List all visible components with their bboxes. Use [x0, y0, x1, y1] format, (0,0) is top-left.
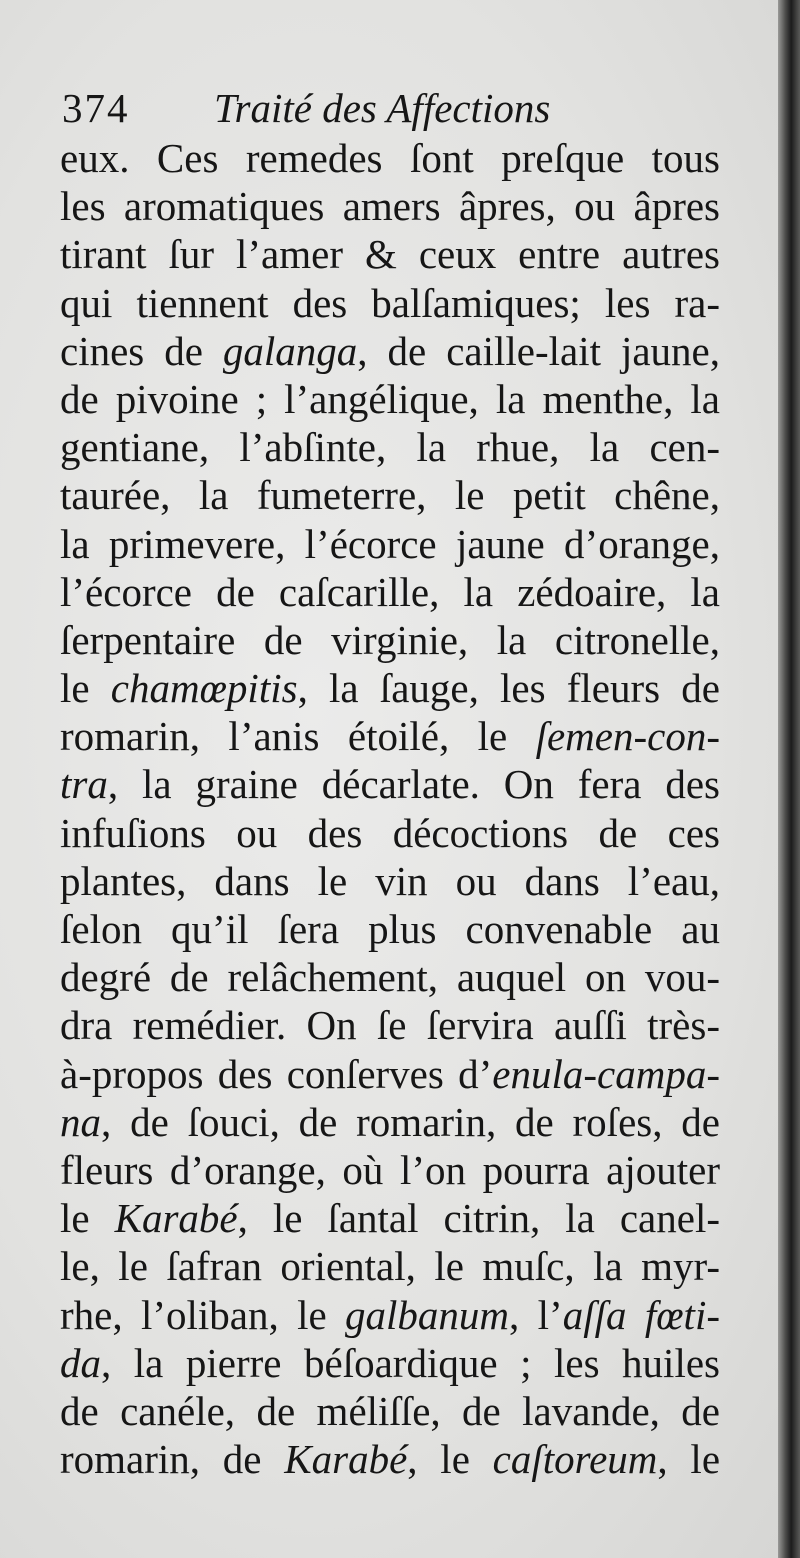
text-segment: cines de: [60, 327, 223, 374]
text-line: [60, 905, 720, 953]
text-segment: fleurs d’orange, où l’on pourra ajouter: [60, 1146, 720, 1193]
text-line: [60, 279, 720, 327]
body-text: [60, 134, 720, 1483]
text-segment: , la graine décarlate. On fera des: [107, 761, 720, 808]
italic-term: ſemen-con-: [535, 713, 720, 760]
text-segment: romarin, de: [60, 1436, 285, 1483]
text-line: [60, 1146, 720, 1194]
text-line: [60, 471, 720, 519]
book-gutter: [778, 0, 800, 1558]
text-line: [60, 182, 720, 230]
page-number: 374: [62, 85, 130, 131]
text-segment: le: [60, 1195, 115, 1242]
text-segment: , la ſauge, les fleurs de: [297, 665, 720, 712]
text-line: [60, 760, 720, 808]
text-segment: les aromatiques amers âpres, ou âpres: [60, 183, 720, 230]
text-line: [60, 327, 720, 375]
text-line: [60, 1098, 720, 1146]
text-segment: ſerpentaire de virginie, la citronelle,: [60, 616, 720, 663]
italic-term: na: [60, 1098, 101, 1145]
text-line: [60, 1050, 720, 1098]
text-segment: le: [60, 665, 111, 712]
text-segment: l’écorce de caſcarille, la zédoaire, la: [60, 568, 720, 615]
text-segment: degré de relâchement, auquel on vou-: [60, 954, 720, 1001]
text-segment: le, le ſafran oriental, le muſc, la myr-: [60, 1243, 720, 1290]
text-segment: eux. Ces remedes ſont preſque tous: [60, 135, 720, 181]
text-segment: ſelon qu’il ſera plus convenable au: [60, 906, 720, 952]
text-line: [60, 520, 720, 568]
running-title: Traité des Affections: [214, 85, 551, 131]
italic-term: enula-campa-: [492, 1050, 720, 1097]
text-line: [60, 423, 720, 471]
text-line: [60, 568, 720, 616]
text-segment: , le ſantal citrin, la canel-: [237, 1195, 720, 1242]
text-segment: , l’: [509, 1291, 563, 1338]
text-segment: la primevere, l’écorce jaune d’orange,: [60, 520, 720, 567]
text-segment: , la pierre béſoardique ; les huiles: [101, 1339, 720, 1386]
italic-term: aſſa fœti-: [562, 1291, 720, 1338]
italic-term: caſtoreum: [492, 1436, 658, 1483]
text-line: [60, 134, 720, 182]
text-line: [60, 712, 720, 760]
text-segment: à-propos des conſerves d’: [60, 1050, 493, 1097]
text-line: [60, 1435, 720, 1483]
italic-term: chamœpitis: [110, 665, 298, 712]
text-line: [60, 616, 720, 664]
italic-term: Karabé: [114, 1195, 238, 1242]
text-segment: dra remédier. On ſe ſervira auſſi très-: [60, 1002, 720, 1049]
text-segment: , de caille-lait jaune,: [357, 327, 720, 374]
italic-term: galbanum: [345, 1291, 510, 1338]
italic-term: galanga: [222, 327, 358, 374]
text-line: [60, 375, 720, 423]
italic-term: da: [60, 1339, 101, 1386]
text-line: [60, 809, 720, 857]
text-line: [60, 1291, 720, 1339]
text-segment: qui tiennent des balſamiques; les ra-: [60, 279, 720, 326]
text-line: [60, 857, 720, 905]
text-segment: , le: [657, 1436, 721, 1483]
italic-term: tra: [60, 761, 108, 808]
text-segment: tirant ſur l’amer & ceux entre autres: [60, 231, 720, 278]
text-segment: taurée, la fumeterre, le petit chêne,: [60, 472, 720, 519]
italic-term: Karabé: [284, 1436, 408, 1483]
text-segment: gentiane, l’abſinte, la rhue, la cen-: [60, 424, 720, 471]
text-segment: , le: [407, 1436, 493, 1483]
text-line: [60, 230, 720, 278]
text-segment: rhe, l’oliban, le: [60, 1291, 346, 1338]
text-segment: infuſions ou des décoctions de ces: [60, 809, 720, 856]
text-line: [60, 1001, 720, 1049]
text-segment: de canéle, de méliſſe, de lavande, de: [60, 1387, 720, 1434]
text-segment: plantes, dans le vin ou dans l’eau,: [60, 857, 720, 904]
text-line: [60, 953, 720, 1001]
text-line: [60, 1339, 720, 1387]
text-segment: de pivoine ; l’angélique, la menthe, la: [60, 375, 720, 422]
running-header: [62, 84, 722, 134]
text-segment: , de ſouci, de romarin, de roſes, de: [101, 1098, 720, 1145]
text-line: [60, 1194, 720, 1242]
text-line: [60, 664, 720, 712]
text-line: [60, 1387, 720, 1435]
text-segment: romarin, l’anis étoilé, le: [60, 713, 536, 760]
text-line: [60, 1242, 720, 1290]
